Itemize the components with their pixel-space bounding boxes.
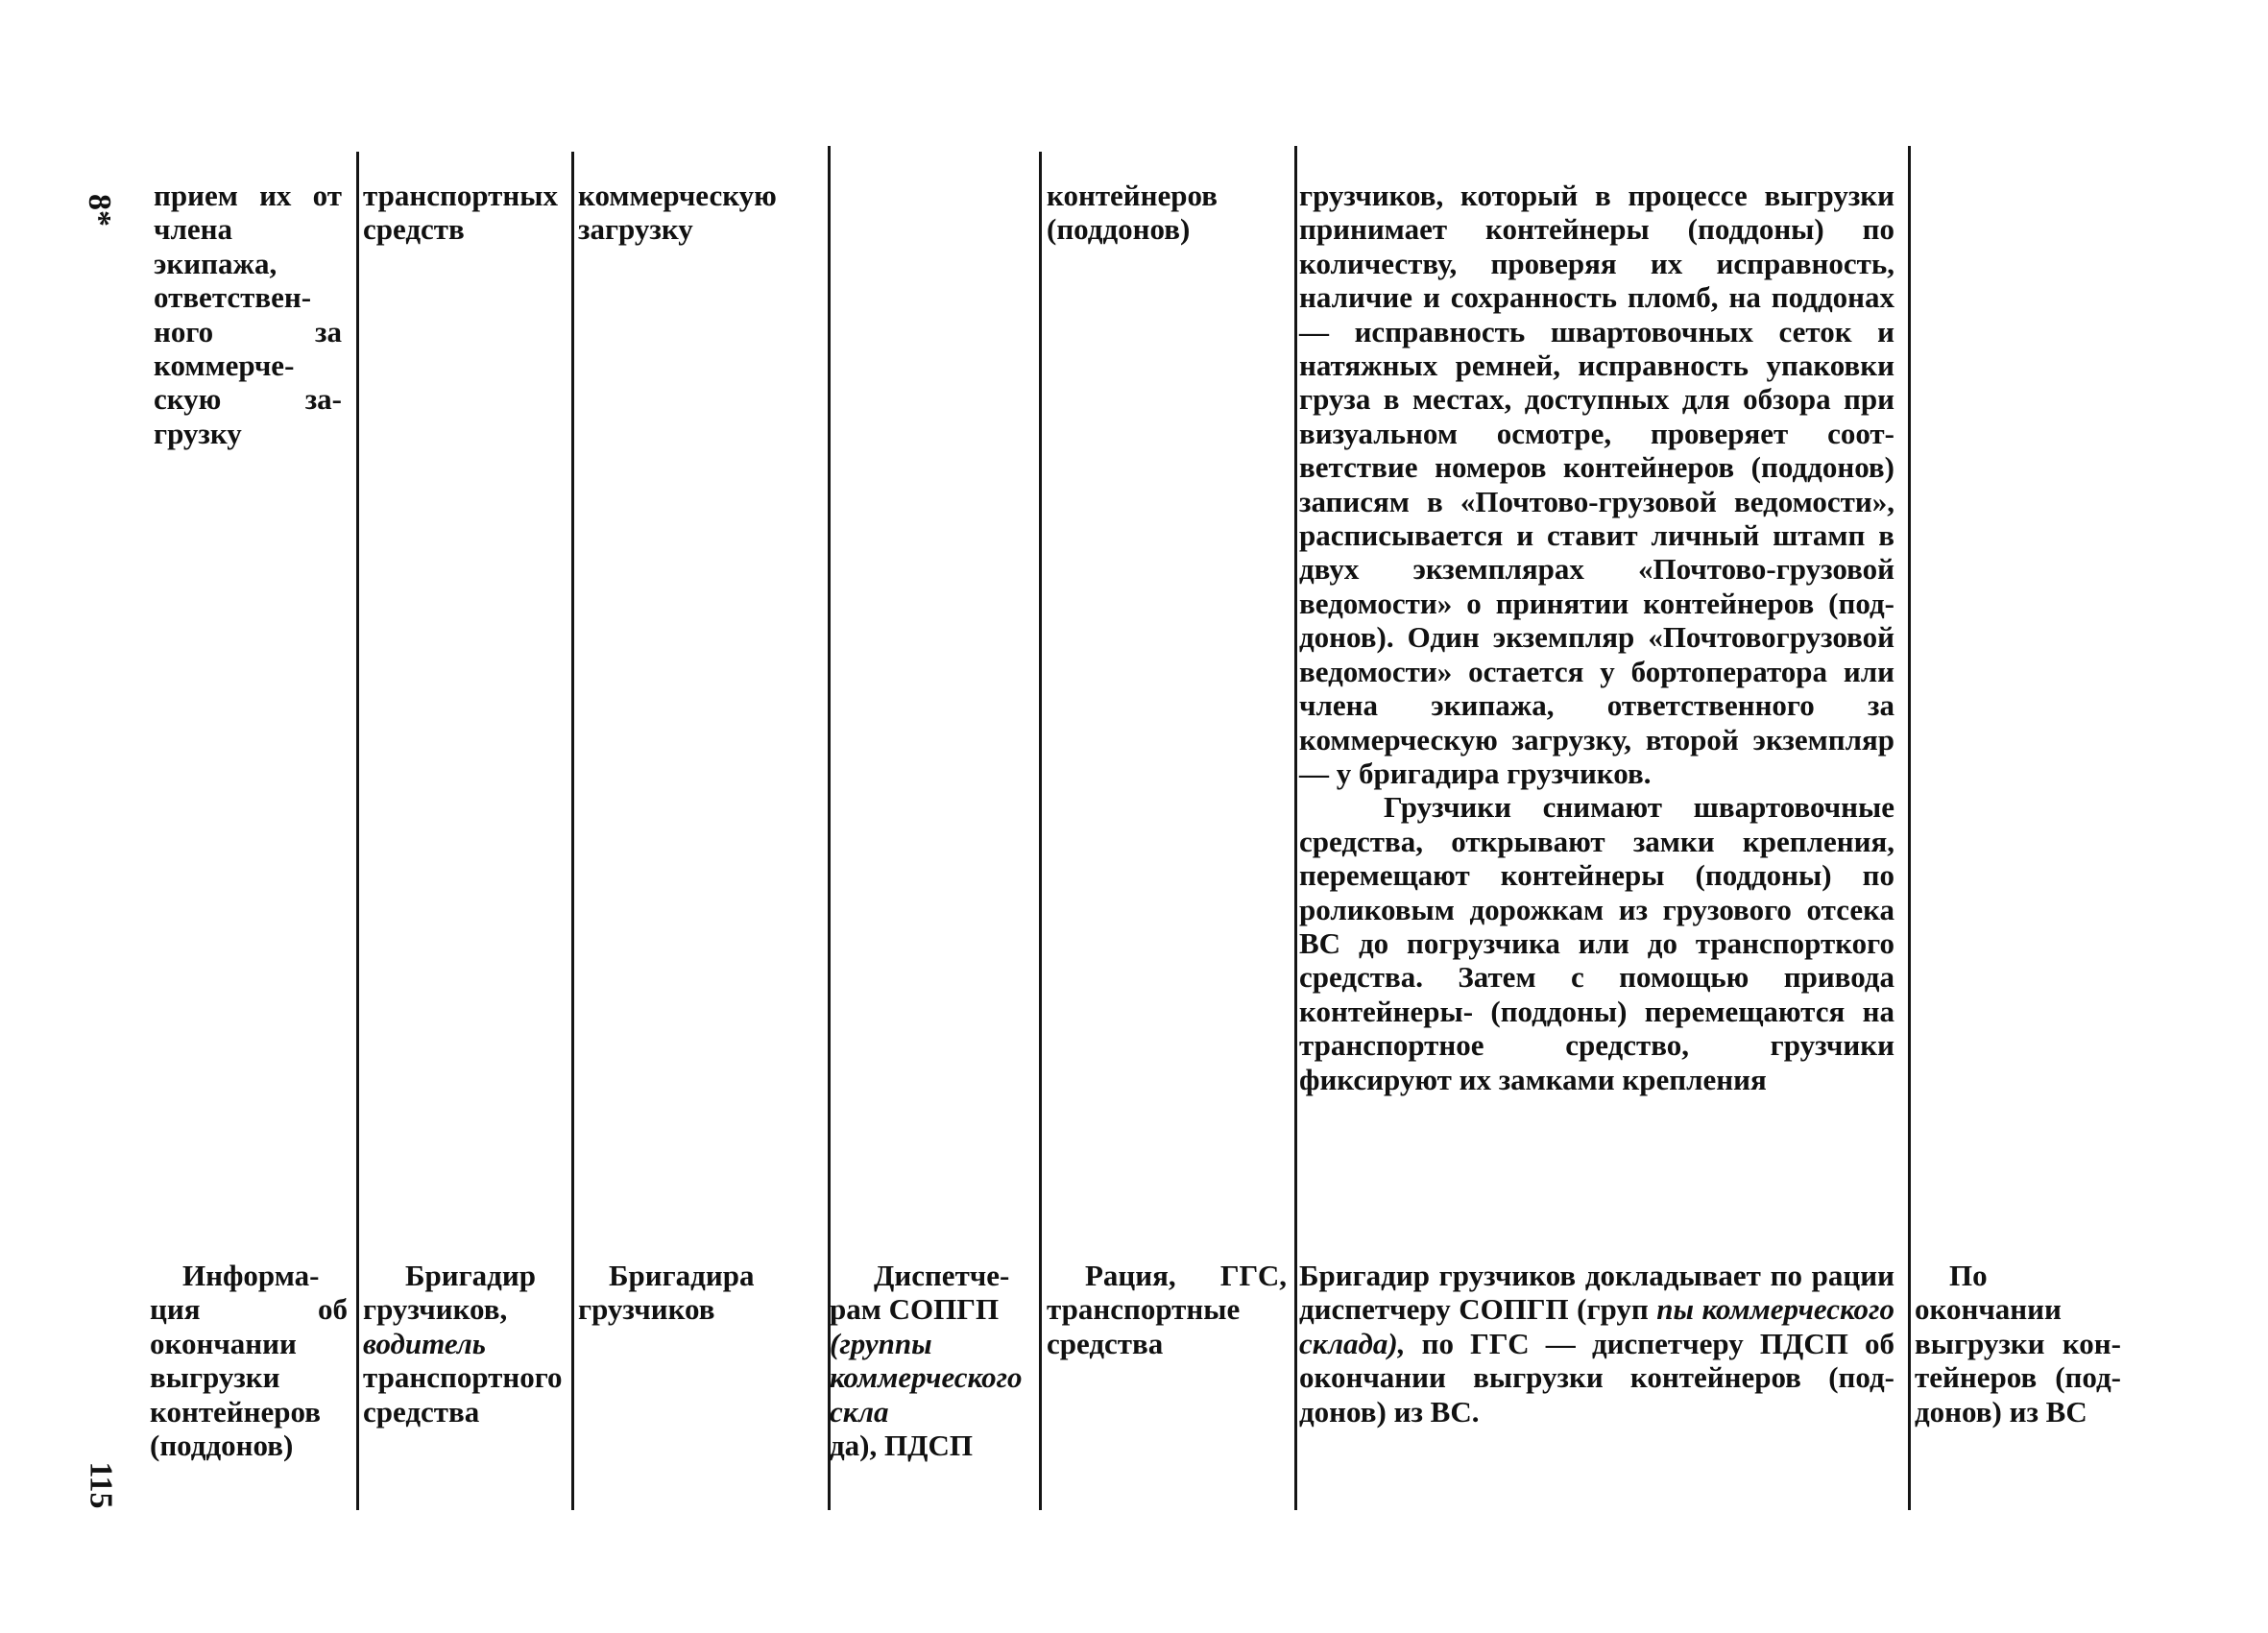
row2-description-part-1: Бригадир грузчиков докладывает по рации диспетчеру СОПГП (груп bbox=[1299, 1259, 1894, 1327]
column-rule-5 bbox=[1294, 146, 1297, 1510]
row2-description-cell bbox=[1299, 1259, 1894, 1429]
page-number: 115 bbox=[83, 1461, 119, 1509]
row1-description-cell bbox=[1299, 179, 1894, 1096]
row2-executor-driver: водитель bbox=[363, 1326, 486, 1360]
column-rule-4 bbox=[1039, 152, 1042, 1510]
row1-executor-cell: транспортных средств bbox=[363, 179, 558, 247]
row2-action-cell: Информация об окончании выгрузки контейнеров (поддонов) bbox=[150, 1259, 348, 1463]
row1-action-cell: прием их от члена экипажа, ответственного за коммерческую загрузку bbox=[154, 179, 342, 450]
row2-object-cell: Бригадира грузчиков bbox=[578, 1259, 755, 1327]
row1-means-cell: контейнеров (поддонов) bbox=[1047, 179, 1218, 247]
row1-description-paragraph-1: грузчиков, который в процессе выгрузки принимает контейнеры (поддоны) по количеству, проверяя их исправность, наличие и сохранность пломб, на поддонах — исправность швартовочных сеток и натяжных ремней, исправность упаковки груза в местах, доступных для обзора при визуальном осмотре, проверяет соответствие номеров контейнеров (поддонов) записям в «Почтово-грузовой ведомости», расписывается и ставит личный штамп в двух экземплярах «Почтово-грузовой ведомости» о принятии контейнеров (поддонов). Один экземпляр «Почтовогрузовой ведомости» остается у бортоператора или члена экипажа, ответственного за коммерческую загрузку, второй экземпляр — у бригадира грузчиков. bbox=[1299, 179, 1894, 790]
row2-recipient-end: да), ПДСП bbox=[830, 1429, 973, 1463]
row1-description-paragraph-2: Грузчики снимают швартовочные средства, открывают замки крепления, перемещают контейнеры (поддоны) по роликовым дорожкам из грузового отсека ВС до погрузчика или до транспорткого средства. Затем с помощью привода контейнеры- (поддоны) перемещаются на транспортное средство, грузчики фиксируют их замками крепления bbox=[1299, 790, 1894, 1096]
row2-recipient-main: Диспетчерам СОПГП bbox=[830, 1259, 1010, 1327]
row2-executor-cell bbox=[363, 1259, 567, 1429]
side-mark: 8* bbox=[82, 194, 117, 227]
column-rule-1 bbox=[356, 152, 359, 1510]
row2-means-cell: Рация, ГГС, транспортные средства bbox=[1047, 1259, 1287, 1360]
row2-description-part-2: пы коммерческого склада), bbox=[1299, 1292, 1894, 1360]
row2-recipient-cell bbox=[830, 1259, 1035, 1462]
column-rule-2 bbox=[571, 152, 574, 1510]
row2-recipient-group: (группы коммерческого скла bbox=[830, 1326, 1023, 1429]
row1-object-cell: коммерческую загрузку bbox=[578, 179, 777, 247]
row2-executor-main: Бригадир грузчиков, bbox=[363, 1259, 536, 1327]
row2-result-cell: По окончании выгрузки контейнеров (поддонов) из ВС bbox=[1915, 1259, 2121, 1429]
row2-executor-vehicle: транспортного средства bbox=[363, 1360, 563, 1429]
column-rule-6 bbox=[1908, 146, 1911, 1510]
row2-description-part-3: по ГГС — диспетчеру ПДСП об окончании выгрузки контейнеров (поддонов) из ВС. bbox=[1299, 1326, 1895, 1429]
